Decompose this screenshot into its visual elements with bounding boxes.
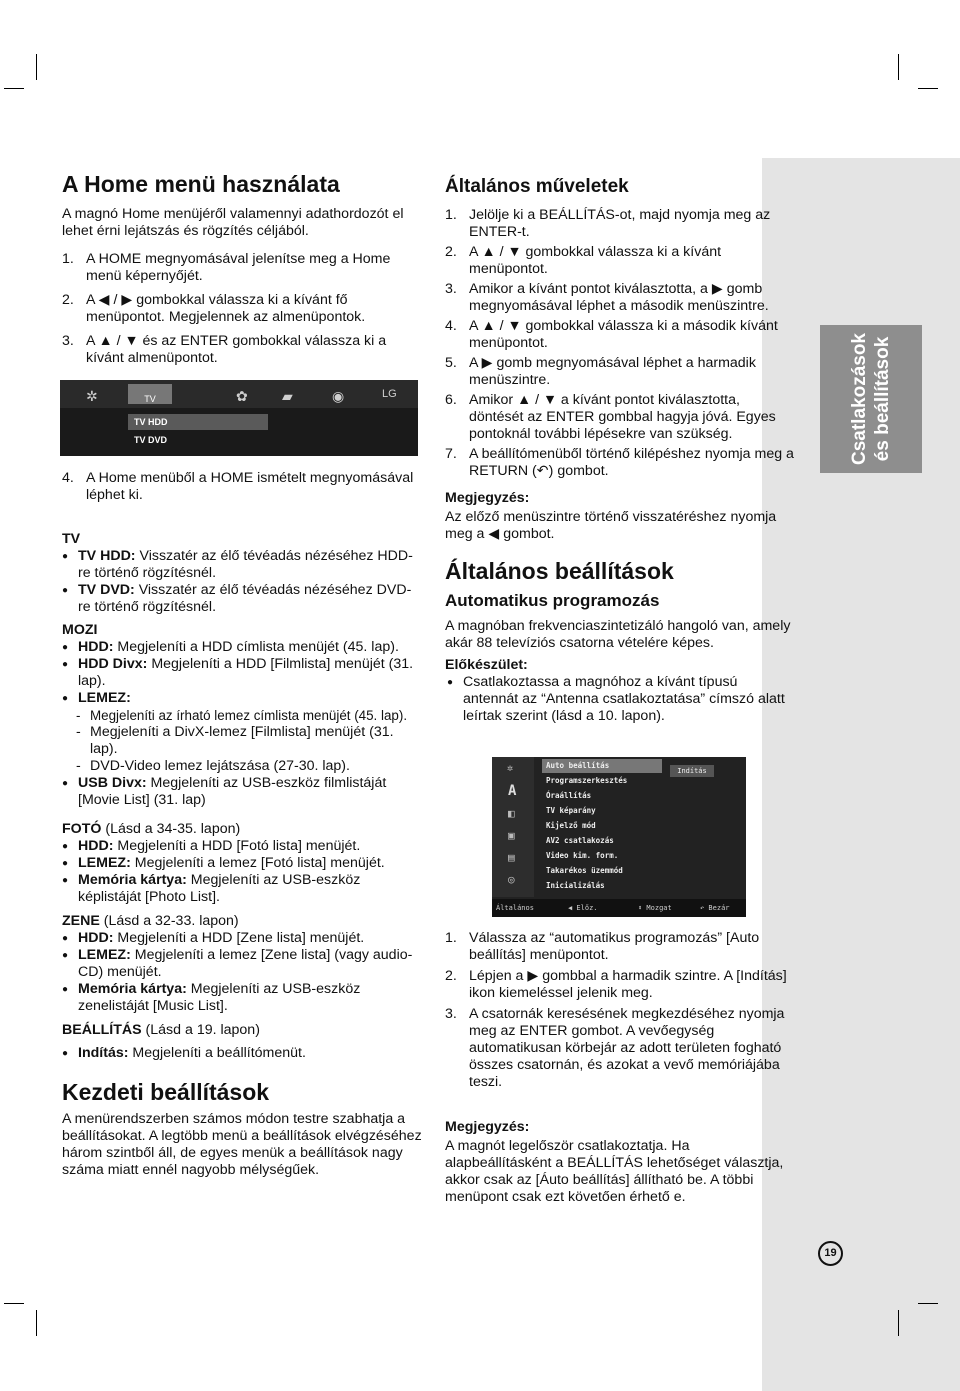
gear-icon: ✲ bbox=[507, 763, 514, 774]
list-item: 4. A ▲ / ▼ gombokkal válassza ki a második kívánt menüpontot. bbox=[445, 318, 778, 351]
tv-tab: TV bbox=[128, 384, 172, 404]
bullet-icon: ● bbox=[62, 642, 69, 653]
tv-section bbox=[62, 531, 422, 616]
bullet-icon: ● bbox=[62, 858, 69, 869]
bullet-icon: ● bbox=[62, 933, 69, 944]
setup-menu-item: Óraállítás bbox=[546, 791, 592, 800]
list-item: ● HDD: Megjeleníti a HDD címlista menüjét (45. lap). bbox=[62, 639, 399, 655]
list-item: ● HDD: Megjeleníti a HDD [Fotó lista] menüjét. bbox=[62, 838, 361, 854]
crop-mark bbox=[918, 1303, 938, 1304]
setup-menu-item: Video kim. form. bbox=[546, 851, 619, 860]
setup-menu-screenshot bbox=[492, 757, 746, 917]
bullet-icon: ● bbox=[62, 841, 69, 852]
list-item: 2. Lépjen a ▶ gombbal a harmadik szintre. A [Indítás] ikon kiemeléssel jelenik meg. bbox=[445, 968, 787, 1001]
setup-menu-item: Inicializálás bbox=[546, 881, 605, 890]
home-steps bbox=[62, 251, 422, 367]
crop-mark bbox=[898, 54, 899, 80]
photo-icon: ▰ bbox=[282, 388, 293, 404]
bullet-icon: ● bbox=[62, 659, 69, 670]
general-settings-title: Általános beállítások bbox=[445, 558, 674, 584]
list-item: 7. A beállítómenüből történő kilépéshez nyomja meg a RETURN (↶) gombot. bbox=[445, 446, 794, 479]
list-item: 6. Amikor ▲ / ▼ a kívánt pontot kiválasztotta, döntését az ENTER gombbal hagyja jóvá. Egyes pontoknál további lépésekre van szükség. bbox=[445, 392, 776, 442]
list-item: ● TV DVD: Visszatér az élő tévéadás nézéséhez DVD-re történő rögzítésnél. bbox=[62, 582, 412, 615]
speaker-icon: ◧ bbox=[508, 807, 515, 820]
list-item: 3. A csatornák keresésének megkezdéséhez nyomja meg az ENTER gombot. A vevőegység automatikusan körbejár az adott területen fogható összes csatornán, és azokat a vevő memóriájába teszi. bbox=[445, 1006, 785, 1090]
note-text: Az előző menüszintre történő visszatéréshez nyomja meg a ◀ gombot. bbox=[445, 509, 777, 542]
beallitas-heading: BEÁLLÍTÁS bbox=[62, 1022, 142, 1038]
page-number: 19 bbox=[818, 1241, 843, 1266]
right-column-lower bbox=[445, 930, 795, 1206]
tv-heading: TV bbox=[62, 531, 81, 547]
film-icon: ▤ bbox=[508, 851, 515, 864]
disc-icon: ◎ bbox=[508, 873, 515, 886]
setup-menu-item: TV képarány bbox=[546, 806, 596, 815]
crop-mark bbox=[4, 88, 24, 89]
list-item: - DVD-Video lemez lejátszása (27-30. lap). bbox=[76, 758, 350, 774]
mozi-section bbox=[62, 622, 422, 809]
list-item: 3. A ▲ / ▼ és az ENTER gombokkal válassza ki a kívánt almenüpontot. bbox=[62, 333, 387, 366]
start-button: Indítás bbox=[670, 765, 714, 777]
list-item: ● LEMEZ: Megjeleníti a lemez [Fotó lista] menüjét. bbox=[62, 855, 385, 871]
list-item: ● TV HDD: Visszatér az élő tévéadás nézéséhez HDD-re történő rögzítésnél. bbox=[62, 548, 413, 581]
list-item: ● Csatlakoztassa a magnóhoz a kívánt típusú antennát az “Antenna csatlakoztatása” címszó alatt leírtak szerint (lásd a 10. lapon). bbox=[447, 674, 785, 724]
list-item: 3. Amikor a kívánt pontot kiválasztotta, a ▶ gomb megnyomásával léphet a második menüszintre. bbox=[445, 281, 769, 314]
home-menu-screenshot bbox=[60, 380, 418, 456]
note-text: A magnót legelőször csatlakoztatja. Ha alapbeállításként a BEÁLLÍTÁS lehetőséget választja, akkor csak az [Áuto beállítás] állítható be. A többi menüpont csak ezt követően érhető e. bbox=[445, 1138, 784, 1205]
right-column bbox=[445, 178, 795, 725]
list-item: ● USB Divx: Megjeleníti az USB-eszköz filmlistáját [Movie List] (31. lap) bbox=[62, 775, 387, 808]
mozi-heading: MOZI bbox=[62, 622, 98, 638]
setup-menu-item: Programszerkesztés bbox=[546, 776, 628, 785]
kezdeti-title: Kezdeti beállítások bbox=[62, 1079, 270, 1105]
list-item: 1. A HOME megnyomásával jelenítse meg a Home menü képernyőjét. bbox=[62, 251, 391, 284]
list-item: 1. Válassza az “automatikus programozás” [Auto beállítás] menüpontot. bbox=[445, 930, 760, 963]
setup-menu-item: Auto beállítás bbox=[542, 759, 662, 773]
zene-section: ZENE (Lásd a 32-33. lapon) ● HDD: Megjeleníti a HDD [Zene lista] menüjét. ● LEMEZ: Megjeleníti a lemez [Zene lista] (vagy audio-CD) menüjét. ● Memória kártya: Megjeleníti az USB-eszköz zenelistáját [Music List]. bbox=[62, 913, 422, 1015]
submenu-tv-hdd: TV HDD bbox=[128, 414, 268, 430]
list-item: 4. A Home menüből a HOME ismételt megnyomásával léphet ki. bbox=[62, 470, 414, 503]
bullet-icon: ● bbox=[62, 693, 69, 704]
bullet-icon: ● bbox=[62, 950, 69, 961]
bullet-icon: ● bbox=[62, 585, 69, 596]
list-item: 5. A ▶ gomb megnyomásával léphet a harmadik menüszintre. bbox=[445, 355, 756, 388]
list-item: ● LEMEZ: bbox=[62, 690, 131, 706]
preparation-heading: Előkészület: bbox=[445, 657, 528, 673]
list-item: ● Indítás: Megjeleníti a beállítómenüt. bbox=[62, 1045, 306, 1061]
general-operations-title: Általános műveletek bbox=[445, 176, 629, 197]
note-heading: Megjegyzés: bbox=[445, 1119, 530, 1135]
list-item: ● HDD: Megjeleníti a HDD [Zene lista] menüjét. bbox=[62, 930, 365, 946]
gear-icon: ✲ bbox=[86, 388, 98, 404]
list-item: ● Memória kártya: Megjeleníti az USB-eszköz zenelistáját [Music List]. bbox=[62, 981, 361, 1014]
list-item: ● LEMEZ: Megjeleníti a lemez [Zene lista] (vagy audio-CD) menüjét. bbox=[62, 947, 413, 980]
bullet-icon: ● bbox=[447, 677, 454, 688]
list-item: - Megjeleníti az írható lemez címlista menüjét (45. lap). bbox=[76, 708, 408, 723]
list-item: - Megjeleníti a DivX-lemez [Filmlista] menüjét (31. lap). bbox=[76, 724, 394, 757]
zene-heading: ZENE bbox=[62, 913, 100, 929]
setup-menu-item: Takarékos üzemmód bbox=[546, 866, 623, 875]
list-item: 1. Jelölje ki a BEÁLLÍTÁS-ot, majd nyomja meg az ENTER-t. bbox=[445, 207, 771, 240]
crop-mark bbox=[898, 1310, 899, 1336]
home-menu-intro: A magnó Home menüjéről valamennyi adathordozót el lehet érni lejátszás és rögzítés céljából. bbox=[62, 206, 404, 239]
setup-menu-footer: Általános ◀ Előz. ⬍ Mozgat ↶ Bezár bbox=[492, 899, 746, 917]
auto-programming-title: Automatikus programozás bbox=[445, 591, 660, 610]
list-item: 2. A ◀ / ▶ gombokkal válassza ki a kívánt fő menüpontot. Megjelennek az almenüpontok. bbox=[62, 292, 366, 325]
setup-menu-item: AV2 csatlakozás bbox=[546, 836, 614, 845]
submenu-tv-dvd: TV DVD bbox=[134, 435, 168, 445]
beallitas-section: BEÁLLÍTÁS (Lásd a 19. lapon) ● Indítás: Megjeleníti a beállítómenüt. bbox=[62, 1022, 422, 1062]
language-icon: A bbox=[508, 783, 517, 799]
lg-logo: LG bbox=[382, 388, 397, 400]
crop-mark bbox=[918, 88, 938, 89]
section-tab-label: Csatlakozások és beállítások bbox=[849, 332, 893, 466]
general-steps bbox=[445, 207, 795, 480]
list-item: ● Memória kártya: Megjeleníti az USB-eszköz képlistáját [Photo List]. bbox=[62, 872, 361, 905]
auto-programming-text: A magnóban frekvenciaszintetizáló hangoló van, amely akár 88 televíziós csatorna vételére képes. bbox=[445, 618, 791, 651]
home-menu-title: A Home menü használata bbox=[62, 171, 340, 197]
bullet-icon: ● bbox=[62, 778, 69, 789]
bullet-icon: ● bbox=[62, 875, 69, 886]
crop-mark bbox=[4, 1303, 24, 1304]
foto-section: FOTÓ (Lásd a 34-35. lapon) ● HDD: Megjeleníti a HDD [Fotó lista] menüjét. ● LEMEZ: Megjeleníti a lemez [Fotó lista] menüjét. ● Memória kártya: Megjeleníti az USB-eszköz képlistáját [Photo List]. bbox=[62, 821, 422, 906]
bullet-icon: ● bbox=[62, 984, 69, 995]
setup-menu-item: Kijelző mód bbox=[546, 821, 596, 830]
lock-icon: ▣ bbox=[508, 829, 515, 842]
list-item: 2. A ▲ / ▼ gombokkal válassza ki a kívánt menüpontot. bbox=[445, 244, 722, 277]
bullet-icon: ● bbox=[62, 551, 69, 562]
foto-heading: FOTÓ bbox=[62, 821, 102, 837]
music-disc-icon: ◉ bbox=[332, 388, 345, 404]
left-column bbox=[62, 171, 422, 367]
crop-mark bbox=[36, 1310, 37, 1336]
section-tab bbox=[820, 325, 922, 473]
bullet-icon: ● bbox=[62, 1048, 69, 1059]
film-reel-icon: ✿ bbox=[236, 388, 248, 404]
list-item: ● HDD Divx: Megjeleníti a HDD [Filmlista] menüjét (31. lap). bbox=[62, 656, 414, 689]
crop-mark bbox=[36, 54, 37, 80]
kezdeti-text: A menürendszerben számos módon testre szabhatja a beállításokat. A legtöbb menü a beállítások elvégzéséhez három szintből áll, de egyes menük a beállítások nagy száma miatt ennél nagyobb mélységűek. bbox=[62, 1111, 422, 1178]
left-column-lower bbox=[62, 470, 422, 1179]
note-heading: Megjegyzés: bbox=[445, 490, 530, 506]
